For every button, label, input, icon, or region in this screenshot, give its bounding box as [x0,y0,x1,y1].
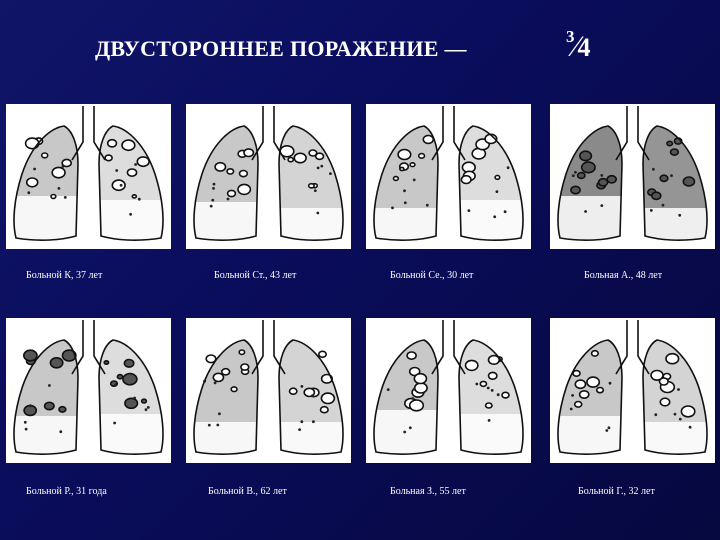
speck-mark [468,209,471,212]
lung-diagram-3 [366,104,531,249]
lesion-mark [400,167,404,170]
lesion-mark [42,153,48,158]
lesion-mark [667,141,673,145]
trachea-bronchi [252,106,285,160]
speck-mark [411,397,414,400]
lesion-mark [213,373,223,381]
lesion-mark [104,361,108,364]
trachea-bronchi [72,320,105,374]
lesion-mark [321,393,334,403]
lung-drawing-8 [550,318,715,463]
lung-diagram-7 [366,318,531,463]
lower-left-clear [194,422,258,463]
speck-mark [329,172,332,175]
lesion-mark [52,167,65,177]
speck-mark [129,213,132,216]
lesion-mark [480,381,486,386]
speck-mark [674,413,677,416]
lower-left-clear [374,208,438,249]
lesion-mark [415,383,427,393]
lesion-mark [410,400,424,411]
speck-mark [301,385,304,388]
lesion-mark [607,176,616,183]
lesion-mark [580,391,589,398]
speck-mark [679,418,682,421]
lesion-mark [660,175,668,181]
speck-mark [678,214,681,217]
speck-mark [496,190,499,193]
lesion-mark [410,163,415,167]
speck-mark [404,201,407,204]
speck-mark [403,189,406,192]
speck-mark [62,165,65,168]
lung-diagram-4 [550,104,715,249]
lesion-mark [575,380,585,388]
speck-mark [33,168,36,171]
speck-mark [311,394,314,397]
lesion-mark [59,407,66,412]
lower-left-clear [14,196,78,240]
speck-mark [475,383,478,386]
speck-mark [133,397,136,400]
slide-title: ДВУСТОРОННЕЕ ПОРАЖЕНИЕ — [95,36,467,61]
fraction-slash: ⁄ [573,30,579,63]
lower-right-clear [460,414,524,454]
lung-diagram-5 [6,318,171,463]
lesion-mark [45,402,54,409]
lesion-mark [241,364,249,370]
speck-mark [413,179,416,182]
lesion-mark [681,406,694,417]
speck-mark [574,171,577,174]
lung-diagram-6 [186,318,351,463]
speck-mark [64,196,67,199]
lesion-mark [592,351,599,356]
lesion-mark [227,169,234,174]
speck-mark [216,424,219,427]
lesion-mark [394,177,399,181]
speck-mark [605,429,608,432]
speck-mark [134,163,137,166]
speck-mark [570,408,573,411]
speck-mark [120,184,123,187]
speck-mark [413,388,416,391]
lung-diagram-1 [6,104,171,249]
lesion-mark [423,135,433,143]
lesion-mark [461,176,471,184]
speck-mark [316,212,319,215]
lesion-mark [489,372,497,379]
speck-mark [572,174,575,177]
lesion-mark [419,154,425,159]
lesion-mark [132,195,136,198]
lesion-mark [215,163,225,171]
speck-mark [320,165,323,168]
lung-drawing-7 [366,318,531,463]
lung-diagram-2 [186,104,351,249]
speck-mark [600,174,603,177]
lesion-mark [108,140,117,147]
lower-right-clear [280,422,344,462]
speck-mark [58,187,61,190]
lesion-mark [122,140,135,150]
speck-mark [115,169,118,172]
caption-3: Больной Се., 30 лет [390,270,474,281]
speck-mark [298,428,301,431]
speck-mark [214,382,217,385]
speck-mark [403,431,406,434]
speck-mark [387,388,390,391]
lesion-mark [660,398,669,406]
lesion-mark [486,403,492,408]
speck-mark [227,198,230,201]
lesion-mark [124,360,133,368]
lesion-mark [597,388,604,393]
speck-mark [608,426,611,429]
lesion-mark [571,186,580,193]
speck-mark [677,388,680,391]
speck-mark [600,204,603,207]
lower-right-clear [100,200,164,240]
fraction-three-quarters [566,27,591,64]
lesion-mark [578,173,585,179]
speck-mark [208,424,211,427]
lesion-mark [575,402,582,408]
speck-mark [314,189,317,192]
lesion-mark [222,369,230,375]
lower-right-clear [280,208,344,248]
speck-mark [426,204,429,207]
lesion-mark [466,360,478,370]
lesion-mark [599,179,608,186]
speck-mark [25,428,28,431]
lesion-mark [112,180,125,190]
speck-mark [391,207,394,210]
lung-diagram-8 [550,318,715,463]
lesion-mark [27,178,38,187]
lesion-mark [309,150,317,156]
lesion-mark [573,371,580,377]
lesion-mark [309,184,314,188]
trachea-bronchi [616,106,649,160]
lesion-mark [580,151,592,160]
lesion-mark [652,192,661,199]
trachea-bronchi [616,320,649,374]
lower-right-clear [460,200,524,240]
lung-drawing-6 [186,318,351,463]
lesion-mark [587,377,599,387]
speck-mark [210,205,213,208]
lesion-mark [288,158,293,162]
speck-mark [211,199,214,202]
lesion-mark [127,169,136,176]
lesion-mark [50,358,62,368]
speck-mark [218,412,221,415]
lung-drawing-1 [6,104,171,249]
speck-mark [24,421,27,424]
speck-mark [409,426,412,429]
speck-mark [609,382,612,385]
speck-mark [317,167,320,170]
speck-mark [213,183,216,186]
speck-mark [212,187,215,190]
lesion-mark [414,374,426,384]
lesion-mark [239,350,244,354]
lesion-mark [26,138,39,149]
caption-8: Больной Г., 32 лет [578,486,655,497]
lesion-mark [319,351,326,357]
trachea-bronchi [432,320,465,374]
speck-mark [493,215,496,218]
speck-mark [497,393,500,396]
speck-mark [662,204,665,207]
caption-1: Больной К, 37 лет [26,270,103,281]
lung-drawing-5 [6,318,171,463]
lesion-mark [137,157,149,166]
speck-mark [504,210,507,213]
lesion-mark [238,184,250,194]
speck-mark [584,210,587,213]
lesion-mark [290,388,297,394]
speck-mark [145,408,148,411]
fraction-numerator: 3 [566,27,575,47]
lesion-mark [294,153,306,162]
speck-mark [114,383,117,386]
lesion-mark [123,374,137,385]
lesion-mark [666,354,679,364]
lesion-mark [502,392,509,398]
lesion-mark [231,387,237,392]
trachea-bronchi [72,106,105,160]
caption-7: Больная З., 55 лет [390,486,466,497]
speck-mark [488,419,491,422]
speck-mark [491,389,494,392]
speck-mark [147,406,150,409]
speck-mark [59,430,62,433]
speck-mark [571,394,574,397]
lesion-mark [407,352,416,359]
lesion-mark [117,375,122,379]
speck-mark [113,422,116,425]
lesion-mark [228,190,236,196]
caption-2: Больной Ст., 43 лет [214,270,297,281]
speck-mark [29,404,32,407]
lesion-mark [24,350,37,361]
caption-5: Больной Р., 31 года [26,486,107,497]
lesion-mark [671,149,679,155]
lung-drawing-2 [186,104,351,249]
speck-mark [312,420,315,423]
lower-left-clear [558,196,622,240]
caption-4: Больная А., 48 лет [584,270,663,281]
lesion-mark [240,171,248,177]
lesion-mark [51,195,56,199]
lesion-mark [142,399,147,403]
speck-mark [300,420,303,423]
lesion-mark [321,407,329,413]
lesion-mark [660,378,669,385]
lesion-mark [105,155,112,161]
lesion-mark [398,150,411,160]
speck-mark [652,168,655,171]
lung-drawing-3 [366,104,531,249]
lesion-mark [244,149,253,157]
lesion-mark [125,398,138,408]
lower-right-clear [100,414,164,454]
caption-6: Больной В., 62 лет [208,486,287,497]
trachea-bronchi [252,320,285,374]
lesion-mark [683,177,694,186]
lower-right-clear [644,208,708,248]
speck-mark [670,174,673,177]
speck-mark [27,191,30,194]
speck-mark [654,413,657,416]
speck-mark [507,166,510,169]
lesion-mark [495,176,500,180]
lung-drawing-4 [550,104,715,249]
speck-mark [650,209,653,212]
fraction-denominator: 4 [577,33,591,62]
trachea-bronchi [432,106,465,160]
speck-mark [689,426,692,429]
speck-mark [48,384,51,387]
lower-right-clear [644,422,708,462]
lesion-mark [582,162,595,173]
speck-mark [487,387,490,390]
speck-mark [138,198,141,201]
